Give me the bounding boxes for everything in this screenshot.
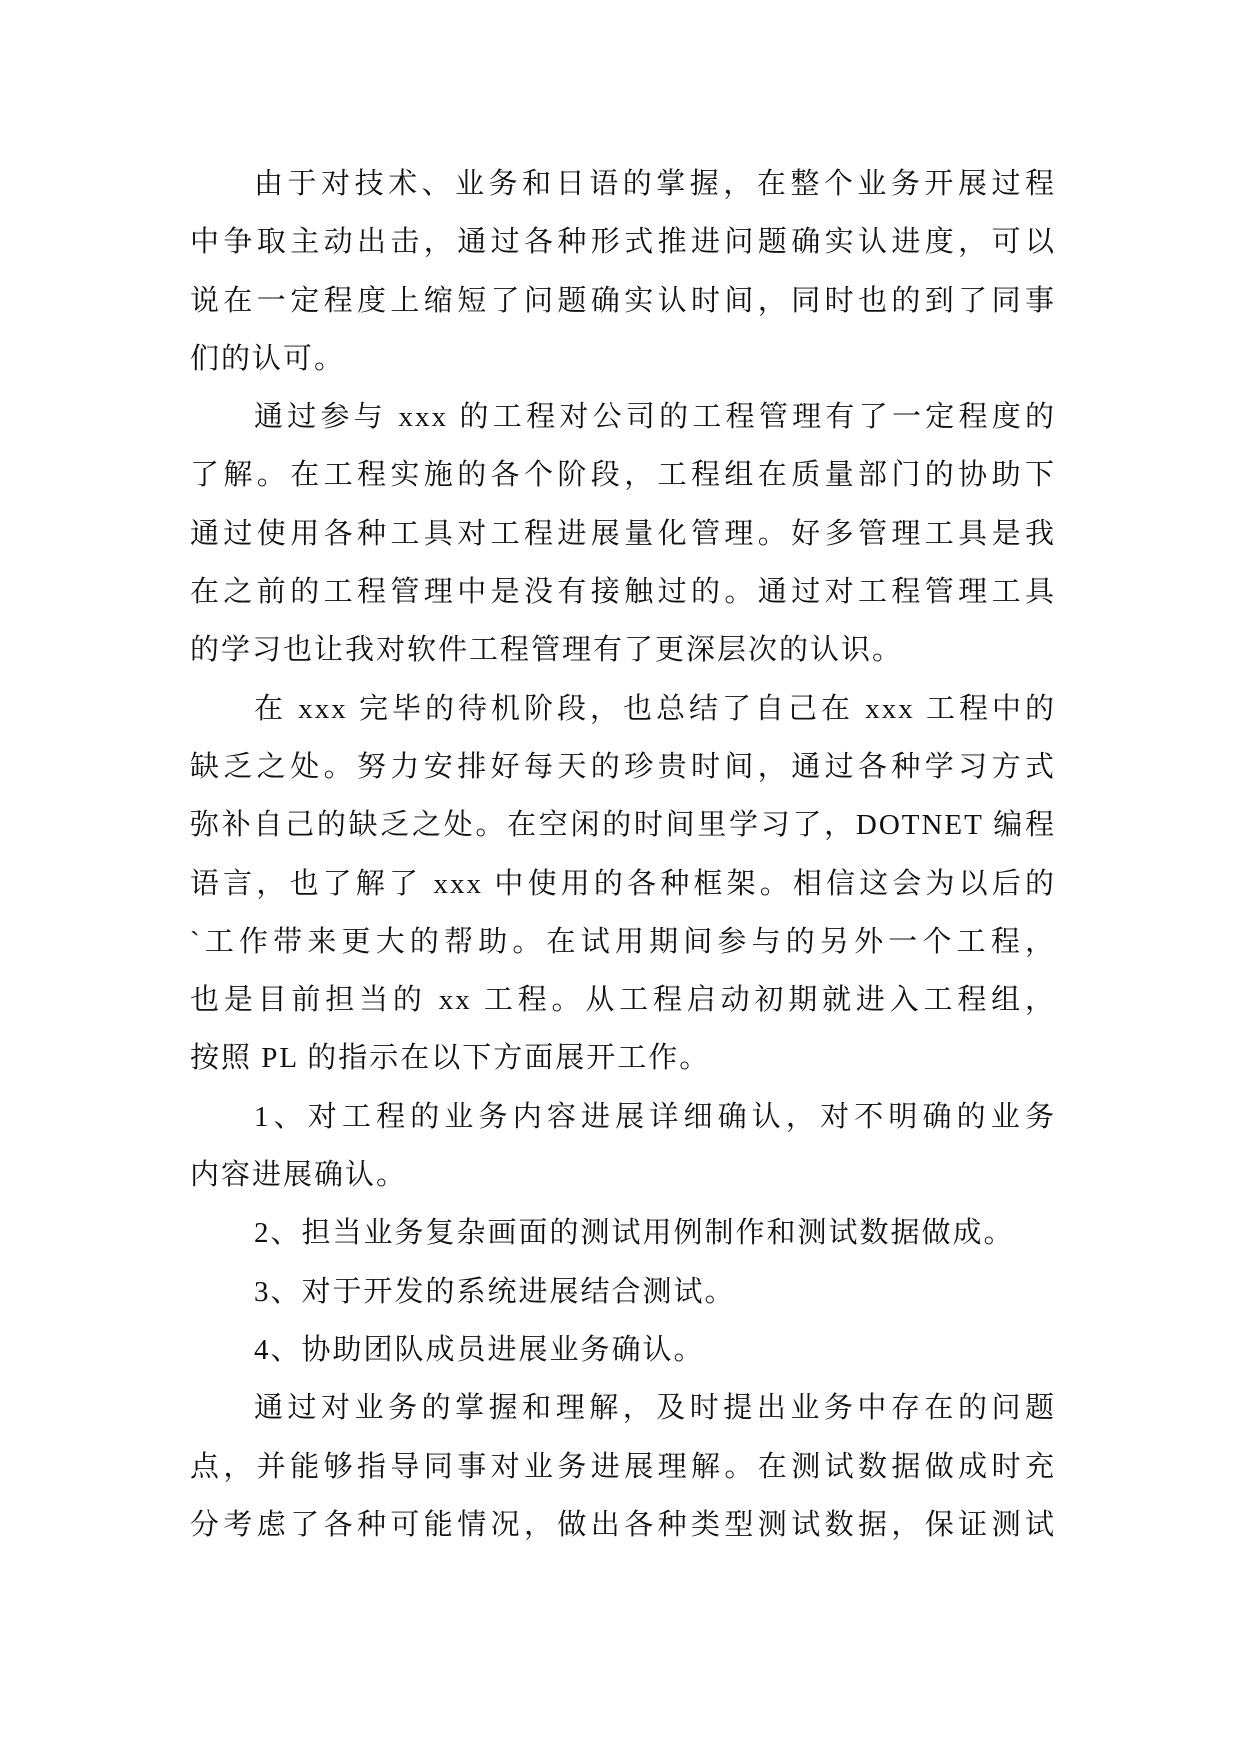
numbered-item	[190, 1088, 1056, 1205]
text-line: 分考虑了各种可能情况，做出各种类型测试数据，保证测试	[190, 1508, 1056, 1541]
text-line: 缺乏之处。努力安排好每天的珍贵时间，通过各种学习方式	[190, 750, 1056, 783]
text-line: 1、对工程的业务内容进展详细确认，对不明确的业务	[254, 1100, 1056, 1133]
text-line: 们的认可。	[190, 342, 346, 375]
text-line: 点，并能够指导同事对业务进展理解。在测试数据做成时充	[190, 1450, 1056, 1483]
text-line: 也是目前担当的 xx 工程。从工程启动初期就进入工程组，	[190, 984, 1056, 1017]
text-line: `工作带来更大的帮助。在试用期间参与的另外一个工程，	[190, 925, 1056, 958]
numbered-item	[190, 1263, 1056, 1321]
text-line: 内容进展确认。	[190, 1159, 408, 1192]
text-line: 4、协助团队成员进展业务确认。	[254, 1333, 705, 1366]
paragraph	[190, 388, 1056, 679]
numbered-item	[190, 1321, 1056, 1379]
text-line: 了解。在工程实施的各个阶段，工程组在质量部门的协助下	[190, 459, 1056, 492]
text-line: 通过对业务的掌握和理解，及时提出业务中存在的问题	[254, 1392, 1056, 1425]
text-line: 按照 PL 的指示在以下方面展开工作。	[190, 1042, 711, 1075]
paragraph	[190, 155, 1056, 388]
text-line: 说在一定程度上缩短了问题确实认时间，同时也的到了同事	[190, 284, 1056, 317]
text-line: 在 xxx 完毕的待机阶段，也总结了自己在 xxx 工程中的	[254, 692, 1056, 725]
text-line: 在之前的工程管理中是没有接触过的。通过对工程管理工具	[190, 576, 1056, 609]
text-line: 通过使用各种工具对工程进展量化管理。好多管理工具是我	[190, 517, 1056, 550]
text-line: 由于对技术、业务和日语的掌握，在整个业务开展过程	[254, 168, 1056, 200]
document-body	[190, 155, 1056, 1554]
numbered-item	[190, 1204, 1056, 1262]
paragraph	[190, 1379, 1056, 1554]
paragraph	[190, 680, 1056, 1088]
text-line: 的学习也让我对软件工程管理有了更深层次的认识。	[190, 634, 904, 667]
text-line: 3、对于开发的系统进展结合测试。	[254, 1275, 736, 1308]
text-line: 通过参与 xxx 的工程对公司的工程管理有了一定程度的	[254, 401, 1056, 434]
text-line: 2、担当业务复杂画面的测试用例制作和测试数据做成。	[254, 1217, 1015, 1250]
text-line: 语言，也了解了 xxx 中使用的各种框架。相信这会为以后的	[190, 867, 1056, 900]
text-line: 弥补自己的缺乏之处。在空闲的时间里学习了，DOTNET 编程	[190, 809, 1056, 842]
text-line: 中争取主动出击，通过各种形式推进问题确实认进度，可以	[190, 226, 1056, 259]
